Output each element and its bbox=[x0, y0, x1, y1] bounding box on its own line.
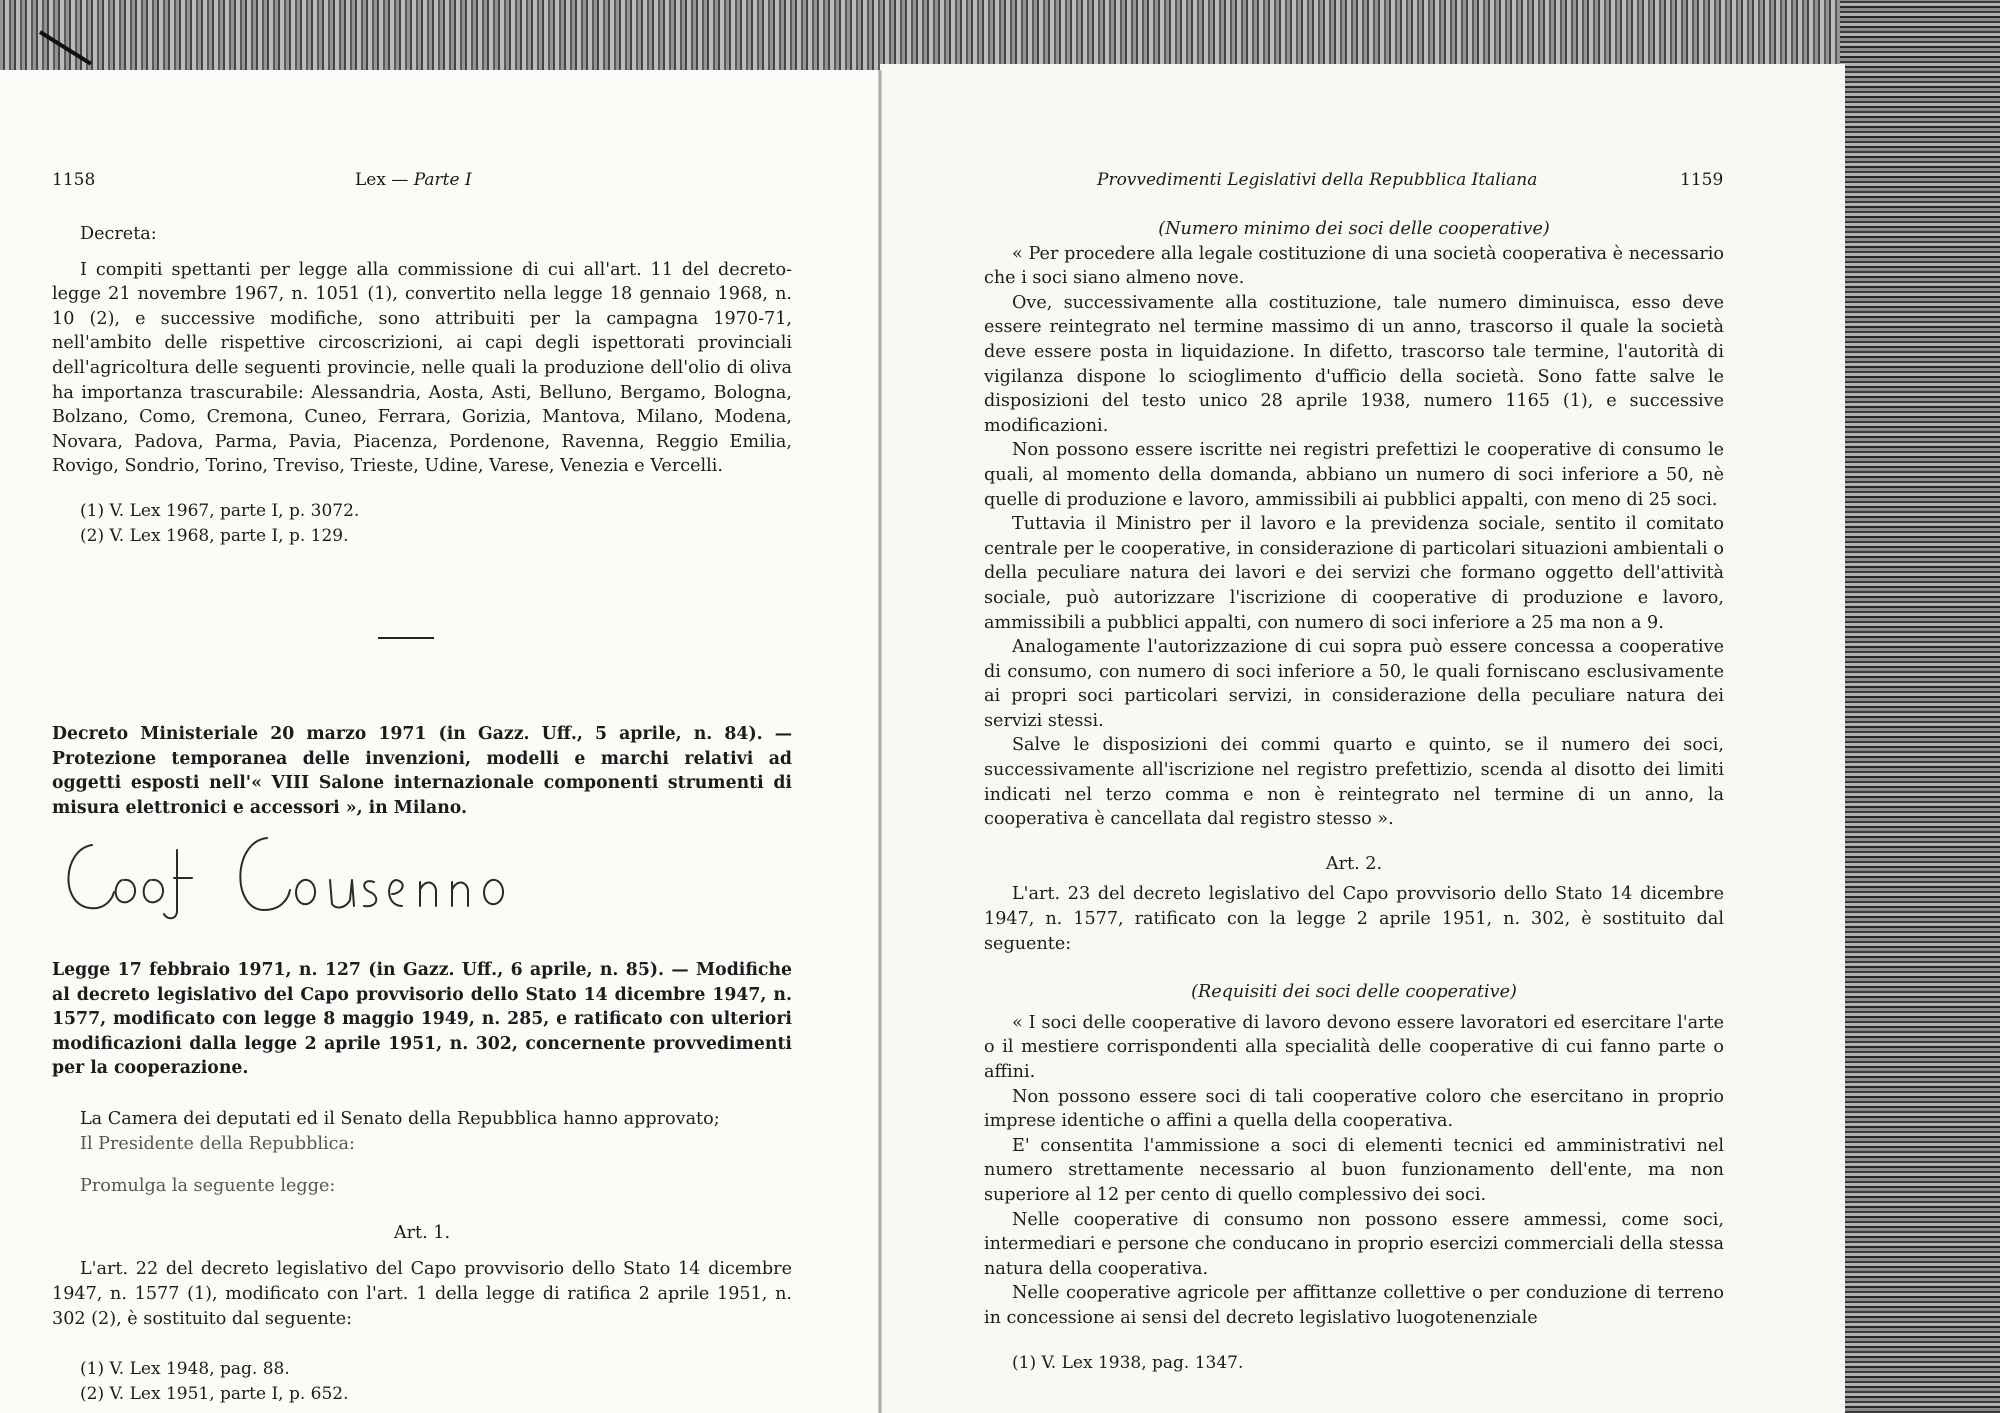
footnote: (1) V. Lex 1948, pag. 88. bbox=[80, 1359, 290, 1380]
legge-heading-text: Legge 17 febbraio 1971, n. 127 (in Gazz. Uff., 6 aprile, n. 85). — Modifiche al decreto legislativo del Capo provvisorio dello Stato 14 dicembre 1947, n. 1577, modificato con legge 8 maggio 1949, n. 285, e ratificato con ulteriori modificazioni dalla legge 2 aprile 1951, n. 302, concernente provvedimenti per la cooperazione. bbox=[52, 960, 792, 1079]
art1-paragraph-3: Non possono essere iscritte nei registri prefettizi le cooperative di consumo le quali, al momento della domanda, abbiano un numero di soci inferiore a 50, nè quelle di produzione e lavoro, ammissibili ai pubblici appalti, con meno di 25 soci. bbox=[984, 440, 1724, 510]
footnote: (1) V. Lex 1938, pag. 1347. bbox=[1012, 1352, 1244, 1373]
art1-paragraph-6: Salve le disposizioni dei commi quarto e quinto, se il numero dei soci, successivamente all'iscrizione nel registro prefettizio, scenda al disotto dei limiti indicati nel terzo comma e non è reintegrato nel termine di un anno, la cooperativa è cancellata dal registro stesso ». bbox=[984, 735, 1724, 830]
art1-paragraph-4: Tuttavia il Ministro per il lavoro e la previdenza sociale, sentito il comitato centrale per le cooperative, in considerazione di particolari situazioni ambientali o della peculiare natura dei lavori e dei servizi che formano oggetto dell'attività sociale, può autorizzare l'iscrizione di cooperative di produzione e lavoro, ammissibili a pubblici appalti, con numero di soci inferiore a 25 ma non a 9. bbox=[984, 514, 1724, 633]
footnote: (2) V. Lex 1968, parte I, p. 129. bbox=[80, 525, 349, 546]
left-running-head bbox=[355, 170, 472, 190]
art1-paragraph-2: Ove, successivamente alla costituzione, tale numero diminuisca, esso deve essere reintegrato nel termine massimo di un anno, trascorso il quale la società deve essere posta in liquidazione. In difetto, trascorso tale termine, l'autorità di vigilanza dispone lo scioglimento d'ufficio della società. Sono fatte salve le disposizioni del testo unico 28 aprile 1938, numero 1165 (1), e successive modificazioni. bbox=[984, 292, 1724, 436]
scan-noise-right bbox=[1840, 0, 2000, 1413]
section-divider bbox=[378, 637, 434, 639]
left-top-block bbox=[52, 222, 792, 548]
book-gutter bbox=[878, 70, 882, 1413]
decreta-paragraph: I compiti spettanti per legge alla commissione di cui all'art. 11 del decreto-legge 21 novembre 1967, n. 1051 (1), convertito nella legge 18 gennaio 1968, n. 10 (2), e successive modifiche, sono attribuiti per la campagna 1970-71, nell'ambito delle rispettive circoscrizioni, ai capi degli ispettorati provinciali dell'agricoltura delle seguenti provincie, nelle quali la produzione dell'olio di oliva ha importanza trascurabile: Alessandria, Aosta, Asti, Belluno, Bergamo, Bologna, Bolzano, Como, Cremona, Cuneo, Ferrara, Gorizia, Mantova, Milano, Modena, Novara, Padova, Parma, Pavia, Piacenza, Pordenone, Ravenna, Reggio Emilia, Rovigo, Sondrio, Torino, Treviso, Trieste, Udine, Varese, Venezia e Vercelli. bbox=[52, 259, 792, 477]
right-page-number: 1159 bbox=[1680, 170, 1724, 190]
art2-title: Art. 2. bbox=[1325, 853, 1383, 874]
footnote: (2) V. Lex 1951, parte I, p. 652. bbox=[80, 1383, 349, 1404]
presidente-text: Il Presidente della Repubblica: bbox=[80, 1133, 355, 1154]
footnote: (1) V. Lex 1967, parte I, p. 3072. bbox=[80, 500, 360, 521]
decreto-heading-text: Decreto Ministeriale 20 marzo 1971 (in Gazz. Uff., 5 aprile, n. 84). — Protezione temporanea delle invenzioni, modelli e marchi relativi ad oggetti esposti nell'« VIII Salone internazionale componenti strumenti di misura elettronici e accessori », in Milano. bbox=[52, 724, 792, 818]
legge-heading bbox=[52, 958, 792, 1081]
art2-text: L'art. 23 del decreto legislativo del Capo provvisorio dello Stato 14 dicembre 1947, n. 1577, ratificato con la legge 2 aprile 1951, n. 302, è sostituito dal seguente: bbox=[984, 884, 1724, 954]
right-body bbox=[984, 217, 1724, 1375]
left-page-number: 1158 bbox=[52, 170, 96, 190]
art2-paragraph-1: « I soci delle cooperative di lavoro devono essere lavoratori ed esercitare l'arte o il mestiere corrispondenti alla specialità delle cooperative di cui fanno parte o affini. bbox=[984, 1012, 1724, 1082]
running-head-part: Parte I bbox=[413, 170, 472, 190]
subtitle-requisiti: (Requisiti dei soci delle cooperative) bbox=[1191, 982, 1517, 1003]
decreto-heading bbox=[52, 722, 792, 820]
camera-text: La Camera dei deputati ed il Senato della Repubblica hanno approvato; bbox=[80, 1109, 720, 1129]
subtitle-numero-minimo: (Numero minimo dei soci delle cooperative) bbox=[1158, 219, 1550, 239]
art2-paragraph-3: E' consentita l'ammissione a soci di elementi tecnici ed amministrativi nel numero strettamente necessario al buon funzionamento dell'ente, ma non superiore al 12 per cento di quello complessivo dei soci. bbox=[984, 1135, 1724, 1205]
handwriting-text: Coop. Consenso bbox=[52, 820, 61, 821]
art1-title: Art. 1. bbox=[393, 1222, 451, 1243]
decreta-label: Decreta: bbox=[80, 224, 157, 244]
art2-paragraph-2: Non possono essere soci di tali cooperative coloro che esercitano in proprio imprese identiche o affini a quella della cooperativa. bbox=[984, 1086, 1724, 1132]
art1-text: L'art. 22 del decreto legislativo del Capo provvisorio dello Stato 14 dicembre 1947, n. 1577 (1), modificato con l'art. 1 della legge di ratifica 2 aprile 1951, n. 302 (2), è sostituito dal seguente: bbox=[52, 1259, 792, 1329]
handwritten-signature bbox=[52, 820, 532, 930]
running-head-lex: Lex — bbox=[355, 170, 409, 190]
art2-paragraph-4: Nelle cooperative di consumo non possono essere ammessi, come soci, intermediari e persone che conducano in proprio esercizi commerciali della stessa natura della cooperativa. bbox=[984, 1209, 1724, 1279]
art1-paragraph-1: « Per procedere alla legale costituzione di una società cooperativa è necessario che i soci siano almeno nove. bbox=[984, 243, 1724, 289]
art1-paragraph-5: Analogamente l'autorizzazione di cui sopra può essere concessa a cooperative di consumo, con numero di soci inferiore a 50, le quali forniscano esclusivamente ai propri soci particolari servizi, in considerazione della peculiare natura dei servizi stessi. bbox=[984, 637, 1724, 731]
right-running-head: Provvedimenti Legislativi della Repubblica Italiana bbox=[1097, 170, 1538, 190]
art2-paragraph-5: Nelle cooperative agricole per affittanze collettive o per conduzione di terreno in concessione ai sensi del decreto legislativo luogotenenziale bbox=[984, 1283, 1724, 1328]
promulga-text: Promulga la seguente legge: bbox=[80, 1176, 336, 1197]
legge-body bbox=[52, 1107, 792, 1406]
